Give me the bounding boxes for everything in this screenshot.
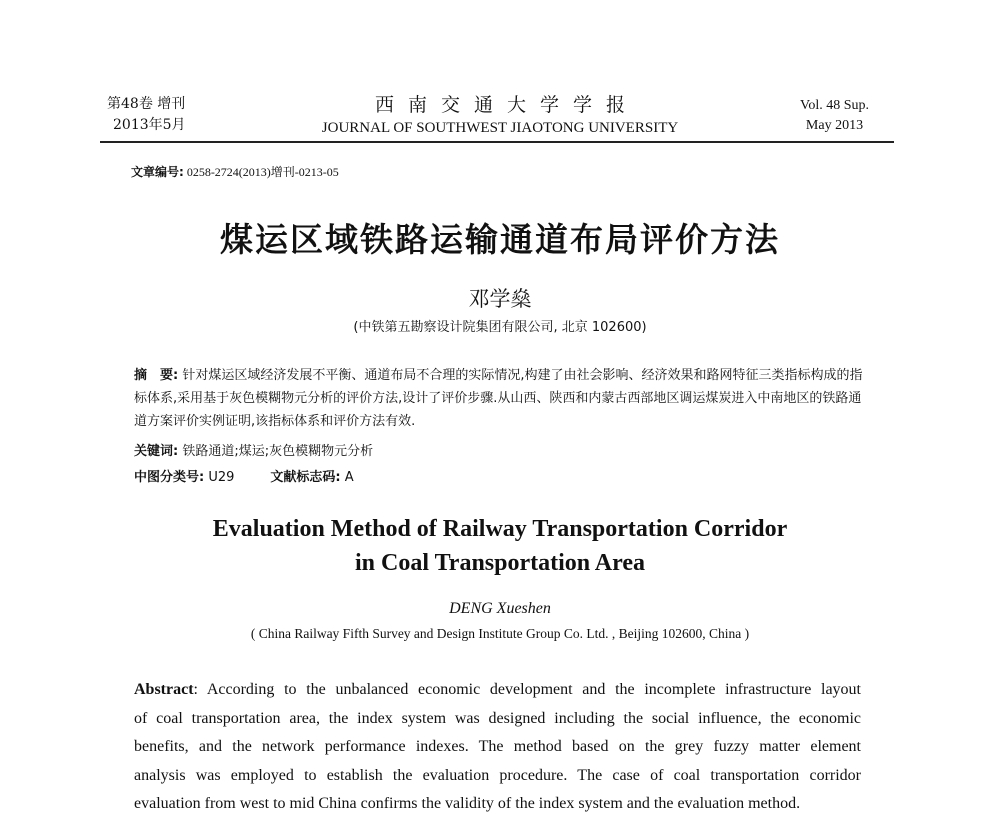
abstract-cn bbox=[134, 364, 864, 433]
abstract-cn-text: 针对煤运区域经济发展不平衡、通道布局不合理的实际情况,构建了由社会影响、经济效果和路网特征三类指标构成的指标体系,采用基于灰色模糊物元分析的评价方法,设计了评价步骤.从山西、陕西和内蒙古西部地区调运煤炭进入中南地区的铁路通道方案评价实例证明,该指标体系和评价方法有效. bbox=[134, 368, 863, 429]
abstract-en-line2: of coal transportation area, the index system was designed including the social influence, the economic bbox=[134, 709, 861, 727]
abstract-en-line4: analysis was employed to establish the evaluation procedure. The case of coal transportation corridor bbox=[134, 766, 861, 784]
keywords-cn-label: 关键词: bbox=[134, 444, 179, 459]
header-date-cn: 2013年5月 bbox=[113, 117, 186, 133]
journal-title-cn: 西南交通大学学报 bbox=[374, 94, 639, 116]
paper-title-cn: 煤运区域铁路运输通道布局评价方法 bbox=[220, 220, 780, 259]
doc-code-label: 文献标志码: bbox=[270, 470, 341, 485]
author-en: DENG Xueshen bbox=[449, 600, 551, 617]
classification bbox=[134, 466, 354, 485]
header-volume-en: Vol. 48 Sup. bbox=[800, 98, 869, 113]
paper-title-en-line1: Evaluation Method of Railway Transportation Corridor bbox=[212, 516, 788, 542]
affiliation-cn: (中铁第五勘察设计院集团有限公司, 北京 102600) bbox=[353, 320, 647, 335]
abstract-en-sep: : bbox=[193, 681, 207, 698]
abstract-en bbox=[134, 676, 861, 819]
article-number-value: 0258-2724(2013)增刊-0213-05 bbox=[183, 165, 339, 179]
doc-code-value: A bbox=[340, 470, 354, 485]
abstract-en-line3: benefits, and the network performance indexes. The method based on the grey fuzzy matter element bbox=[134, 738, 861, 755]
abstract-en-line5: evaluation from west to mid China confirms the validity of the index system and the evaluation method. bbox=[134, 795, 801, 812]
abstract-cn-label: 摘 要: bbox=[134, 368, 179, 383]
journal-title-en: JOURNAL OF SOUTHWEST JIAOTONG UNIVERSITY bbox=[321, 120, 679, 136]
keywords-cn bbox=[134, 440, 373, 459]
abstract-en-line1-text: According to the unbalanced economic development and the incomplete infrastructure layout bbox=[206, 681, 862, 698]
clc-label: 中图分类号: bbox=[134, 470, 205, 485]
clc-value: U29 bbox=[204, 470, 235, 485]
header-volume-cn: 第48卷 增刊 bbox=[107, 96, 186, 112]
keywords-cn-text: 铁路通道;煤运;灰色模糊物元分析 bbox=[178, 444, 374, 459]
article-number bbox=[131, 163, 339, 180]
author-cn: 邓学燊 bbox=[468, 287, 532, 311]
abstract-en-line1 bbox=[134, 676, 861, 705]
article-number-label: 文章编号: bbox=[131, 165, 184, 179]
abstract-en-label: Abstract bbox=[134, 681, 194, 698]
header-date-en: May 2013 bbox=[805, 118, 864, 133]
header-volume-en-block bbox=[800, 96, 869, 136]
paper-title-en-line2: in Coal Transportation Area bbox=[354, 550, 646, 576]
affiliation-en: ( China Railway Fifth Survey and Design Institute Group Co. Ltd. , Beijing 102600, China ) bbox=[250, 626, 750, 641]
paper-title-en bbox=[0, 512, 1000, 580]
header-rule bbox=[100, 141, 894, 143]
